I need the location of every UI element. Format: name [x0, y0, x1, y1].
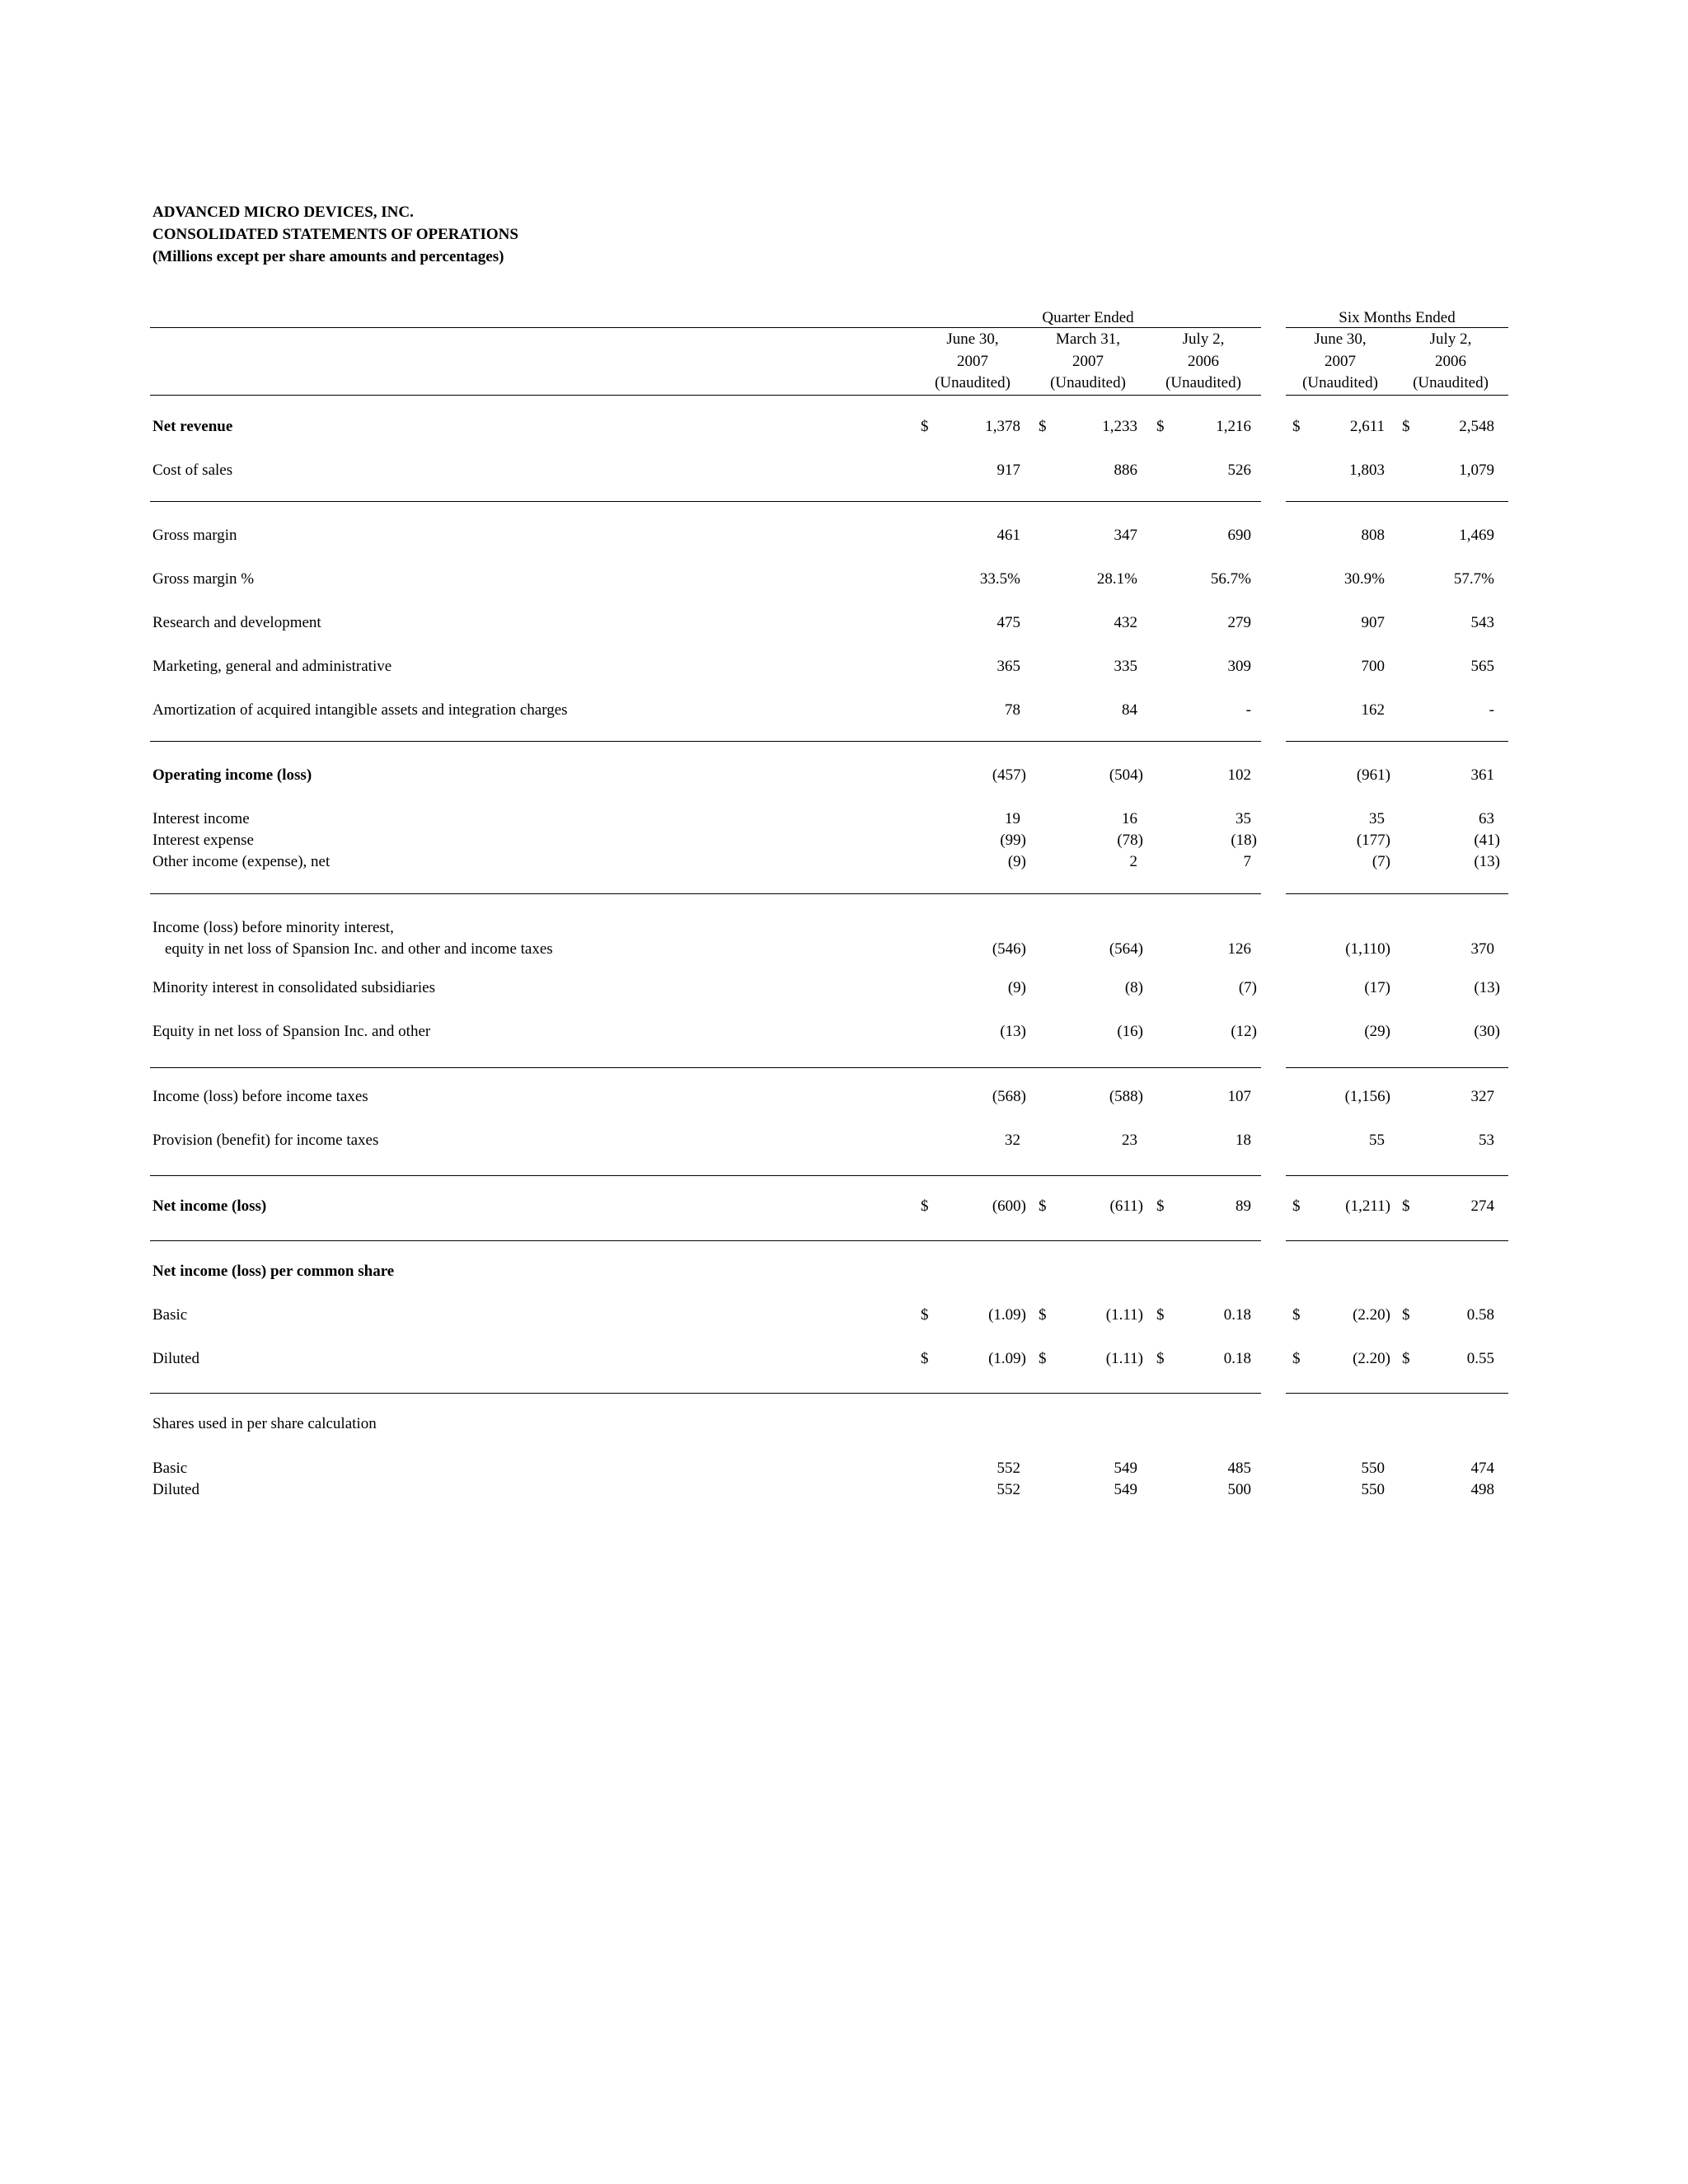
row-label: Interest expense: [152, 832, 254, 849]
row-value: 700: [1361, 658, 1385, 675]
row-value: (17): [1364, 979, 1390, 996]
table-rule: [150, 741, 1261, 742]
row-value: 57.7%: [1453, 570, 1494, 588]
table-rule: [150, 1393, 1261, 1394]
row-value: 498: [1470, 1481, 1494, 1498]
currency-symbol: $: [921, 1306, 929, 1324]
row-label: Minority interest in consolidated subsidiaries: [152, 979, 436, 996]
column-header-line2: 2006: [1435, 352, 1466, 370]
row-value: 19: [1005, 810, 1020, 827]
column-header-line3: (Unaudited): [1165, 374, 1241, 391]
table-rule: [1286, 1067, 1508, 1068]
row-value: 0.55: [1466, 1350, 1494, 1367]
row-value: 35: [1236, 810, 1251, 827]
row-label: Net revenue: [152, 418, 233, 435]
row-value: 89: [1236, 1197, 1251, 1215]
group-title-six-months-ended: Six Months Ended: [1339, 309, 1456, 326]
column-header-line3: (Unaudited): [1413, 374, 1489, 391]
row-value: (1.09): [988, 1350, 1026, 1367]
column-header-line1: March 31,: [1055, 330, 1121, 348]
table-rule: [150, 1175, 1261, 1176]
table-rule: [1286, 327, 1508, 328]
row-value: (30): [1474, 1023, 1500, 1040]
column-header: [1142, 329, 1265, 395]
table-rule: [150, 893, 1261, 894]
row-label: Interest income: [152, 810, 250, 827]
row-value: 53: [1479, 1132, 1494, 1149]
row-label: Diluted: [152, 1481, 199, 1498]
row-value: 565: [1470, 658, 1494, 675]
row-value: 84: [1122, 701, 1137, 719]
row-value: 432: [1114, 614, 1137, 631]
table-rule: [150, 395, 1261, 396]
row-value: 102: [1227, 766, 1251, 784]
row-value: 32: [1005, 1132, 1020, 1149]
row-value: 35: [1369, 810, 1385, 827]
row-value: (99): [1000, 832, 1026, 849]
row-label-continued: equity in net loss of Spansion Inc. and other and income taxes: [165, 940, 553, 958]
row-value: (546): [992, 940, 1026, 958]
column-header-line3: (Unaudited): [935, 374, 1010, 391]
row-value: (564): [1109, 940, 1143, 958]
row-value: 526: [1227, 462, 1251, 479]
row-value: (504): [1109, 766, 1143, 784]
row-value: 23: [1122, 1132, 1137, 1149]
row-value: (18): [1231, 832, 1257, 849]
row-value: 28.1%: [1096, 570, 1137, 588]
row-label: Amortization of acquired intangible assets and integration charges: [152, 701, 568, 719]
row-value: (7): [1238, 979, 1257, 996]
row-value: (588): [1109, 1088, 1143, 1105]
column-header-line2: 2006: [1188, 352, 1219, 370]
table-rule: [1286, 395, 1508, 396]
row-value: 126: [1227, 940, 1251, 958]
row-value: 63: [1479, 810, 1494, 827]
table-rule: [1286, 501, 1508, 502]
row-label: Shares used in per share calculation: [152, 1415, 377, 1432]
row-value: 33.5%: [979, 570, 1020, 588]
row-value: (457): [992, 766, 1026, 784]
row-value: 550: [1361, 1460, 1385, 1477]
row-value: 279: [1227, 614, 1251, 631]
row-value: 461: [996, 527, 1020, 544]
row-value: 550: [1361, 1481, 1385, 1498]
row-value: 543: [1470, 614, 1494, 631]
column-header-line3: (Unaudited): [1050, 374, 1126, 391]
column-header-line2: 2007: [1325, 352, 1356, 370]
row-value: 327: [1470, 1088, 1494, 1105]
row-value: (1,211): [1345, 1197, 1390, 1215]
row-value: -: [1245, 701, 1251, 719]
currency-symbol: $: [1156, 1350, 1165, 1367]
currency-symbol: $: [921, 418, 929, 435]
row-value: 365: [996, 658, 1020, 675]
row-value: (1,110): [1345, 940, 1390, 958]
row-value: 917: [996, 462, 1020, 479]
row-value: (2.20): [1353, 1350, 1390, 1367]
table-rule: [1286, 893, 1508, 894]
currency-symbol: $: [1156, 418, 1165, 435]
column-header-line1: July 2,: [1429, 330, 1472, 348]
row-value: (177): [1356, 832, 1390, 849]
row-label: Provision (benefit) for income taxes: [152, 1132, 379, 1149]
currency-symbol: $: [1292, 1306, 1301, 1324]
row-value: 0.18: [1223, 1306, 1251, 1324]
row-value: (16): [1117, 1023, 1143, 1040]
row-label: Marketing, general and administrative: [152, 658, 392, 675]
row-value: (29): [1364, 1023, 1390, 1040]
currency-symbol: $: [1402, 418, 1410, 435]
column-header: [911, 329, 1034, 395]
row-value: 2,548: [1459, 418, 1494, 435]
currency-symbol: $: [921, 1350, 929, 1367]
row-value: (41): [1474, 832, 1500, 849]
row-value: 16: [1122, 810, 1137, 827]
row-label: Income (loss) before income taxes: [152, 1088, 368, 1105]
row-value: 370: [1470, 940, 1494, 958]
row-value: (2.20): [1353, 1306, 1390, 1324]
row-value: (9): [1007, 979, 1026, 996]
row-value: (1.11): [1105, 1306, 1143, 1324]
row-value: (9): [1007, 853, 1026, 870]
row-value: 907: [1361, 614, 1385, 631]
row-value: 690: [1227, 527, 1251, 544]
currency-symbol: $: [1292, 1350, 1301, 1367]
column-header-line2: 2007: [1072, 352, 1104, 370]
table-rule: [150, 1067, 1261, 1068]
row-value: 1,378: [985, 418, 1020, 435]
row-value: (600): [992, 1197, 1026, 1215]
column-header-line1: June 30,: [1314, 330, 1367, 348]
row-value: 1,803: [1349, 462, 1385, 479]
row-label: Research and development: [152, 614, 321, 631]
row-value: 361: [1470, 766, 1494, 784]
row-value: 475: [996, 614, 1020, 631]
currency-symbol: $: [1039, 1350, 1047, 1367]
row-value: 552: [996, 1481, 1020, 1498]
row-value: 78: [1005, 701, 1020, 719]
row-value: 808: [1361, 527, 1385, 544]
row-value: 474: [1470, 1460, 1494, 1477]
row-value: 162: [1361, 701, 1385, 719]
currency-symbol: $: [1156, 1197, 1165, 1215]
row-value: (12): [1231, 1023, 1257, 1040]
row-label: Gross margin %: [152, 570, 255, 588]
currency-symbol: $: [1039, 1306, 1047, 1324]
row-label: Gross margin: [152, 527, 237, 544]
row-value: (13): [1474, 853, 1500, 870]
row-value: 2,611: [1349, 418, 1385, 435]
row-label: Net income (loss) per common share: [152, 1263, 395, 1280]
table-rule: [1286, 1175, 1508, 1176]
column-header-line2: 2007: [957, 352, 988, 370]
currency-symbol: $: [1292, 418, 1301, 435]
currency-symbol: $: [1156, 1306, 1165, 1324]
table-rule: [1286, 741, 1508, 742]
column-header: [1278, 329, 1402, 395]
row-value: (1,156): [1344, 1088, 1390, 1105]
row-value: 56.7%: [1210, 570, 1251, 588]
row-value: (7): [1372, 853, 1390, 870]
row-value: 30.9%: [1343, 570, 1385, 588]
currency-symbol: $: [1039, 1197, 1047, 1215]
column-header-line1: July 2,: [1182, 330, 1225, 348]
row-value: 274: [1470, 1197, 1494, 1215]
row-value: 0.58: [1466, 1306, 1494, 1324]
row-label: Net income (loss): [152, 1197, 267, 1215]
table-rule: [150, 501, 1261, 502]
currency-symbol: $: [1039, 418, 1047, 435]
column-header: [1389, 329, 1512, 395]
row-value: 485: [1227, 1460, 1251, 1477]
row-value: 1,079: [1459, 462, 1494, 479]
row-value: 18: [1236, 1132, 1251, 1149]
group-title-quarter-ended: Quarter Ended: [1042, 309, 1134, 326]
row-value: 309: [1227, 658, 1251, 675]
row-value: (13): [1000, 1023, 1026, 1040]
row-label: Income (loss) before minority interest,: [152, 919, 394, 936]
row-value: 500: [1227, 1481, 1251, 1498]
row-value: (568): [992, 1088, 1026, 1105]
row-label: Other income (expense), net: [152, 853, 331, 870]
row-value: 335: [1114, 658, 1137, 675]
company-name: ADVANCED MICRO DEVICES, INC.: [152, 204, 414, 221]
table-rule: [1286, 1240, 1508, 1241]
row-label: Basic: [152, 1460, 188, 1477]
row-value: 107: [1227, 1088, 1251, 1105]
row-value: 0.18: [1223, 1350, 1251, 1367]
row-label: Basic: [152, 1306, 188, 1324]
currency-symbol: $: [1402, 1197, 1410, 1215]
table-rule: [1286, 1393, 1508, 1394]
table-rule: [150, 1240, 1261, 1241]
row-value: 886: [1114, 462, 1137, 479]
currency-symbol: $: [921, 1197, 929, 1215]
row-value: (1.09): [988, 1306, 1026, 1324]
row-label: Cost of sales: [152, 462, 233, 479]
row-value: (8): [1124, 979, 1143, 996]
row-value: 1,469: [1459, 527, 1494, 544]
row-value: -: [1489, 701, 1494, 719]
currency-symbol: $: [1402, 1350, 1410, 1367]
currency-symbol: $: [1402, 1306, 1410, 1324]
row-value: 2: [1129, 853, 1137, 870]
row-value: 549: [1114, 1460, 1137, 1477]
row-value: 1,216: [1216, 418, 1251, 435]
row-value: 549: [1114, 1481, 1137, 1498]
row-value: 7: [1243, 853, 1251, 870]
table-rule: [150, 327, 1261, 328]
row-label: Equity in net loss of Spansion Inc. and other: [152, 1023, 431, 1040]
row-value: 552: [996, 1460, 1020, 1477]
units-note: (Millions except per share amounts and percentages): [152, 248, 504, 265]
row-value: (611): [1109, 1197, 1143, 1215]
row-label: Diluted: [152, 1350, 199, 1367]
row-value: 347: [1114, 527, 1137, 544]
column-header-line3: (Unaudited): [1302, 374, 1378, 391]
row-value: (13): [1474, 979, 1500, 996]
column-header: [1026, 329, 1150, 395]
row-value: (1.11): [1105, 1350, 1143, 1367]
row-value: (78): [1117, 832, 1143, 849]
row-value: 1,233: [1102, 418, 1137, 435]
row-value: (961): [1356, 766, 1390, 784]
row-label: Operating income (loss): [152, 766, 312, 784]
currency-symbol: $: [1292, 1197, 1301, 1215]
row-value: 55: [1369, 1132, 1385, 1149]
statement-title: CONSOLIDATED STATEMENTS OF OPERATIONS: [152, 226, 518, 243]
column-header-line1: June 30,: [946, 330, 999, 348]
